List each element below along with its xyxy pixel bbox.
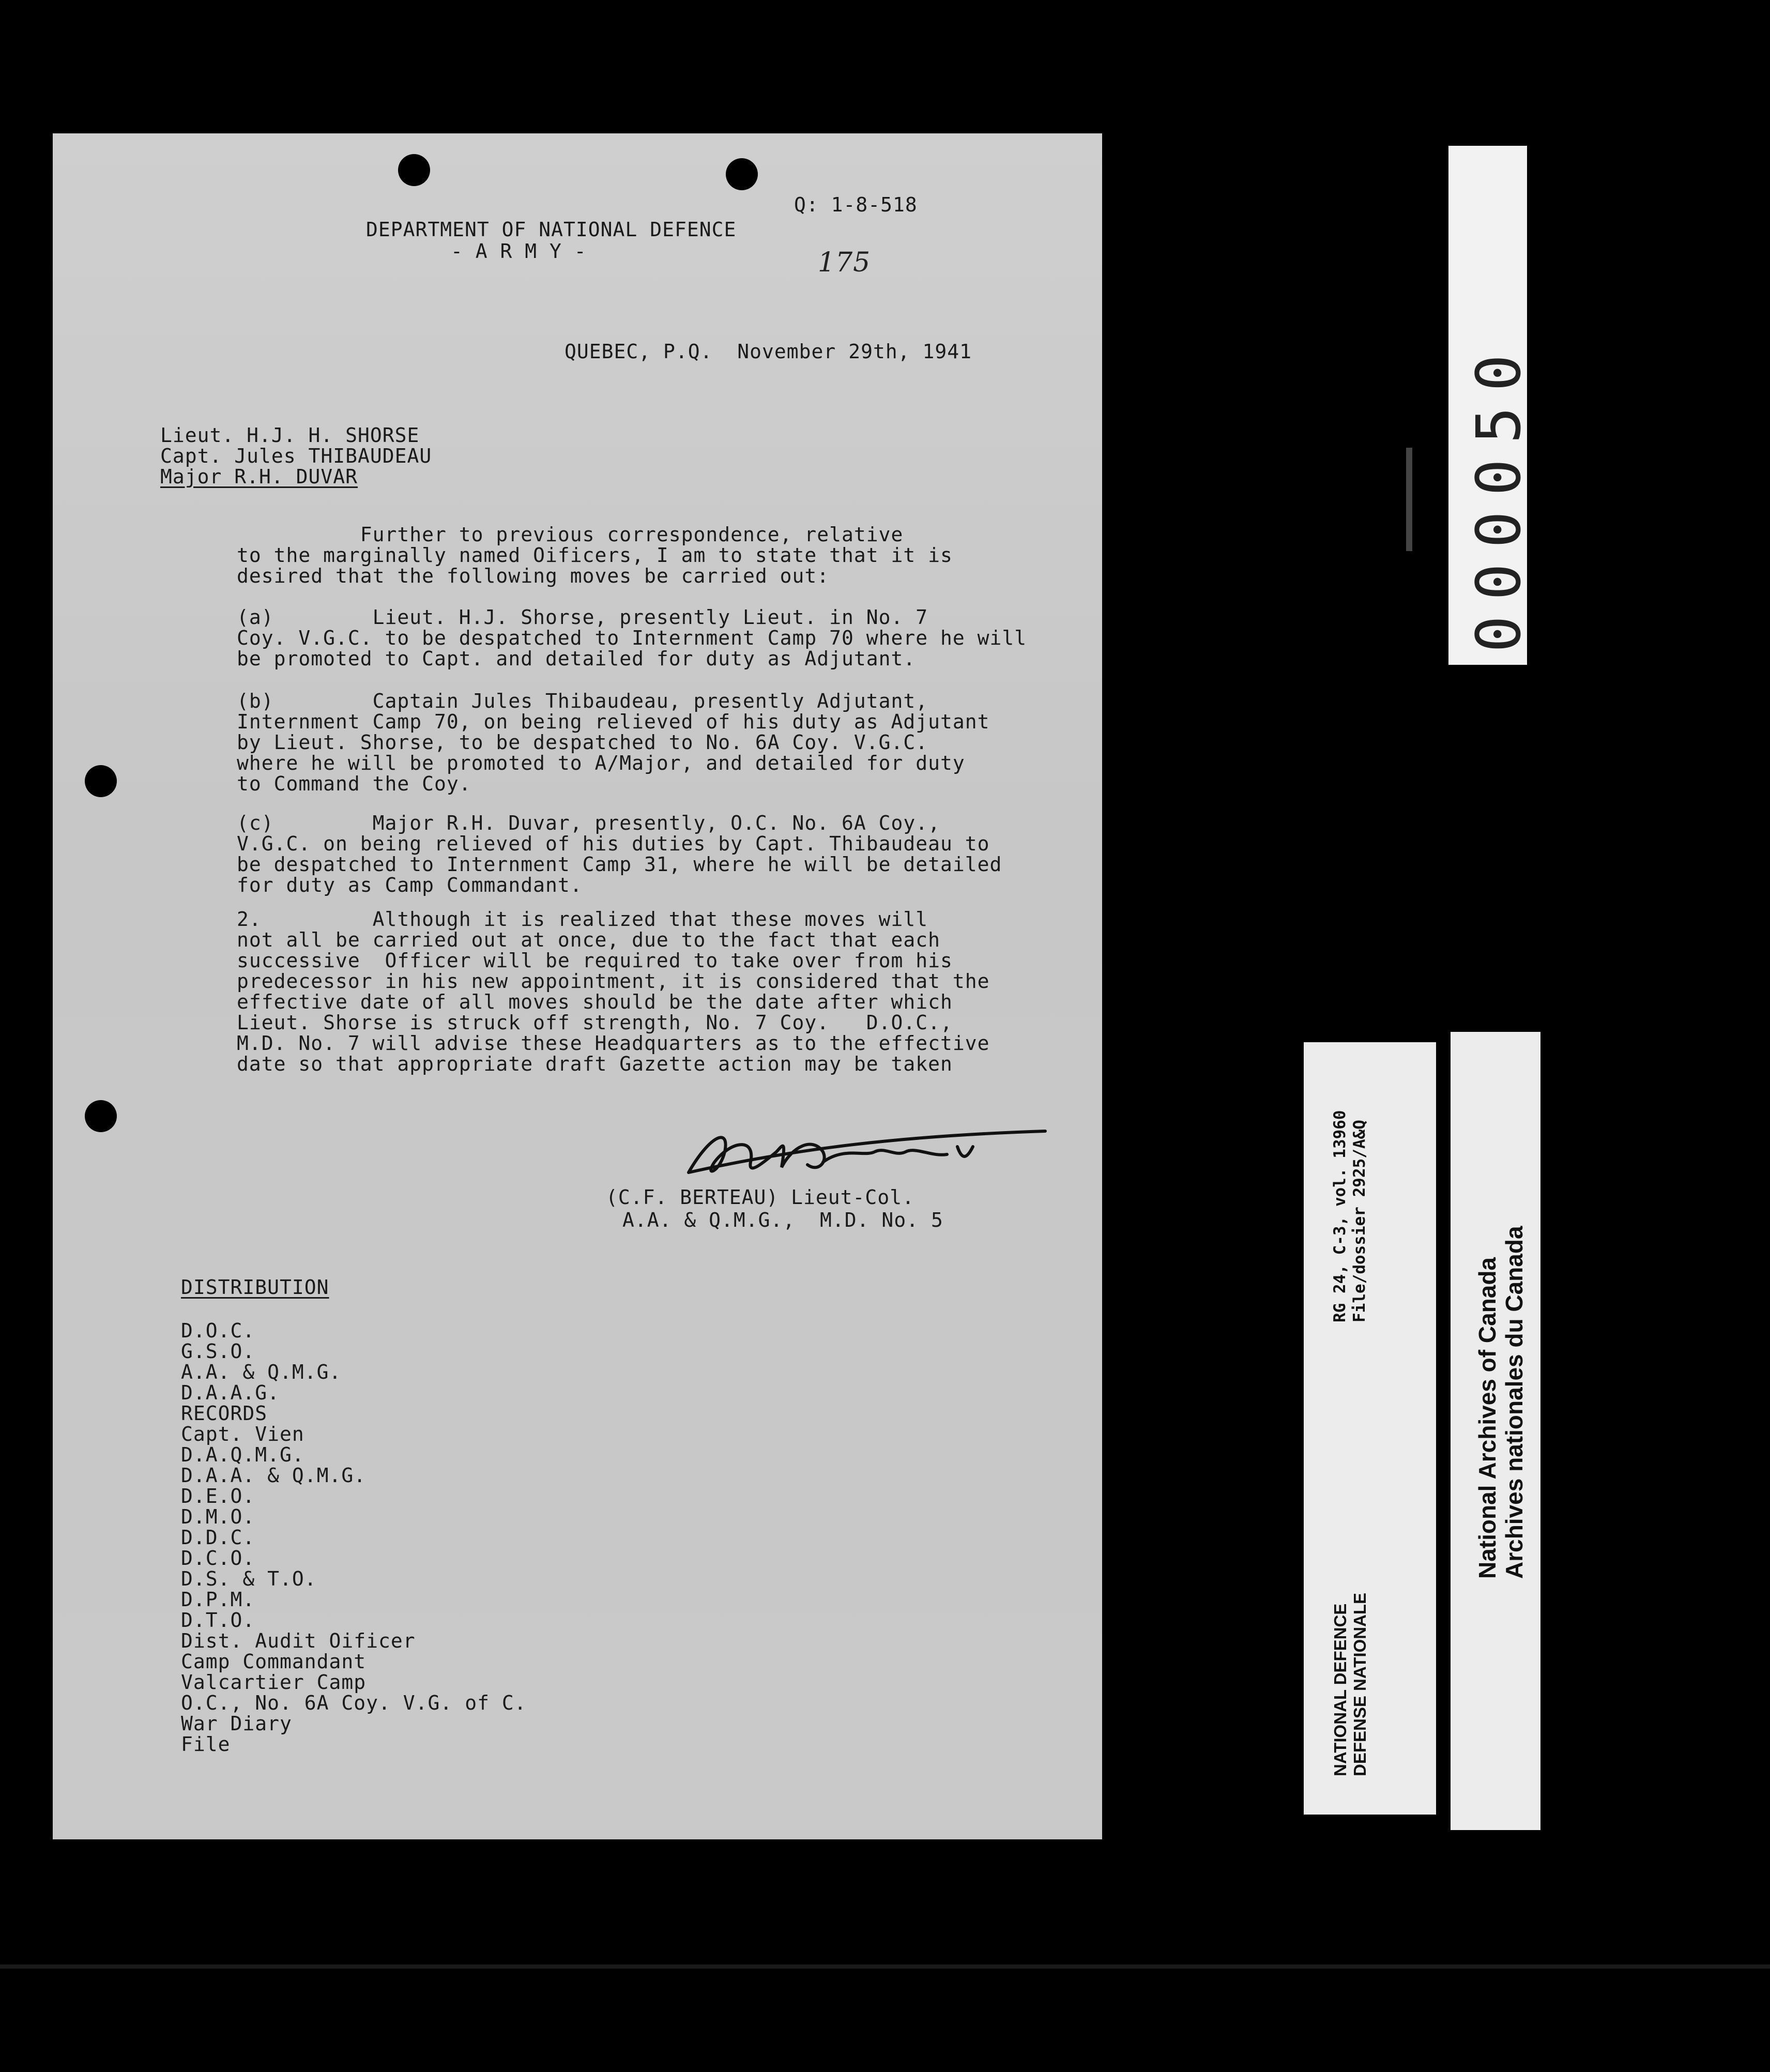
frame-number: 000050 — [1463, 339, 1534, 652]
text-line: Lieut. Shorse is struck off strength, No. 7 Coy. D.O.C., — [237, 1011, 953, 1034]
punch-hole — [398, 154, 430, 186]
distribution-item: D.M.O. — [181, 1505, 255, 1528]
text-line: (a) Lieut. H.J. Shorse, presently Lieut. in No. 7 — [237, 606, 928, 629]
archives-label-en: National Archives of Canada — [1474, 1257, 1501, 1579]
text-line: by Lieut. Shorse, to be despatched to No. 6A Coy. V.G.C. — [237, 731, 928, 754]
paragraph-b — [237, 691, 990, 794]
department-label-en: NATIONAL DEFENCE — [1331, 1603, 1350, 1776]
distribution-item: A.A. & Q.M.G. — [181, 1361, 342, 1383]
army-subheading: - A R M Y - — [451, 240, 587, 263]
text-line: to Command the Coy. — [237, 772, 471, 795]
reference-label-strip — [1304, 1042, 1436, 1815]
text-line: Internment Camp 70, on being relieved of his duty as Adjutant — [237, 710, 990, 733]
signature-scrawl — [627, 1116, 1071, 1193]
text-line: predecessor in his new appointment, it is considered that the — [237, 970, 990, 993]
distribution-heading: DISTRIBUTION — [181, 1276, 329, 1299]
text-line: V.G.C. on being relieved of his duties by Capt. Thibaudeau to — [237, 832, 990, 855]
text-line: M.D. No. 7 will advise these Headquarters as to the effective — [237, 1032, 990, 1055]
distribution-item: G.S.O. — [181, 1340, 255, 1363]
archives-label-strip — [1451, 1032, 1540, 1830]
distribution-item: Capt. Vien — [181, 1423, 304, 1445]
marginal-names — [160, 425, 482, 487]
text-line: Further to previous correspondence, relative — [237, 523, 904, 546]
name-line: Lieut. H.J. H. SHORSE — [160, 424, 420, 447]
distribution-item: D.D.C. — [181, 1526, 255, 1549]
film-frame-edge — [0, 1964, 1770, 1969]
reference-line-1: RG 24, C-3, vol. 13960 — [1331, 1110, 1349, 1322]
distribution-item: D.A.Q.M.G. — [181, 1443, 304, 1466]
place-date: QUEBEC, P.Q. November 29th, 1941 — [564, 340, 972, 363]
file-reference: Q: 1-8-518 — [794, 193, 918, 216]
distribution-item: RECORDS — [181, 1402, 268, 1425]
paragraph-2 — [237, 909, 990, 1074]
intro-paragraph — [237, 524, 953, 586]
frame-number-strip — [1448, 146, 1534, 665]
distribution-item: D.S. & T.O. — [181, 1567, 317, 1590]
distribution-item: O.C., No. 6A Coy. V.G. of C. — [181, 1692, 527, 1714]
text-line: (c) Major R.H. Duvar, presently, O.C. No. 6A Coy., — [237, 812, 941, 834]
text-line: date so that appropriate draft Gazette action may be taken — [237, 1053, 953, 1075]
text-line: for duty as Camp Commandant. — [237, 874, 583, 896]
distribution-item: Dist. Audit Oificer — [181, 1629, 416, 1652]
text-line: not all be carried out at once, due to the fact that each — [237, 928, 941, 951]
folio-number: 175 — [818, 247, 871, 278]
film-mark — [1406, 448, 1412, 551]
distribution-item: D.A.A.G. — [181, 1381, 280, 1404]
punch-hole — [85, 765, 117, 797]
punch-hole — [85, 1100, 117, 1132]
signature-title: A.A. & Q.M.G., M.D. No. 5 — [622, 1209, 943, 1231]
department-label-fr: DEFENSE NATIONALE — [1350, 1592, 1369, 1776]
text-line: be despatched to Internment Camp 31, where he will be detailed — [237, 853, 1002, 876]
signature-name: (C.F. BERTEAU) Lieut-Col. — [606, 1186, 914, 1209]
distribution-item: War Diary — [181, 1712, 292, 1735]
text-line: Coy. V.G.C. to be despatched to Internment Camp 70 where he will — [237, 627, 1027, 649]
name-line: Capt. Jules THIBAUDEAU — [160, 445, 432, 467]
name-line: Major R.H. DUVAR — [160, 465, 358, 488]
distribution-list — [181, 1320, 527, 1755]
text-line: successive Officer will be required to take over from his — [237, 949, 953, 972]
archives-label-fr: Archives nationales du Canada — [1501, 1226, 1528, 1579]
distribution-item: Camp Commandant — [181, 1650, 367, 1673]
distribution-item: Valcartier Camp — [181, 1671, 367, 1694]
text-line: to the marginally named Oificers, I am to state that it is — [237, 544, 953, 567]
distribution-item: D.E.O. — [181, 1485, 255, 1507]
text-line: (b) Captain Jules Thibaudeau, presently Adjutant, — [237, 690, 928, 712]
distribution-item: D.O.C. — [181, 1319, 255, 1342]
paragraph-a — [237, 607, 1027, 669]
document-page — [53, 133, 1102, 1839]
paragraph-c — [237, 813, 1002, 895]
text-line: effective date of all moves should be the date after which — [237, 991, 953, 1013]
text-line: be promoted to Capt. and detailed for duty as Adjutant. — [237, 647, 916, 670]
reference-line-2: File/dossier 2925/A&Q — [1350, 1120, 1369, 1322]
distribution-item: D.C.O. — [181, 1547, 255, 1570]
text-line: desired that the following moves be carried out: — [237, 565, 830, 587]
department-heading: DEPARTMENT OF NATIONAL DEFENCE — [366, 218, 737, 241]
punch-hole — [726, 158, 758, 190]
distribution-item: File — [181, 1733, 231, 1756]
distribution-item: D.P.M. — [181, 1588, 255, 1611]
distribution-item: D.A.A. & Q.M.G. — [181, 1464, 367, 1487]
distribution-item: D.T.O. — [181, 1609, 255, 1632]
text-line: where he will be promoted to A/Major, and detailed for duty — [237, 752, 965, 774]
text-line: 2. Although it is realized that these moves will — [237, 908, 928, 931]
